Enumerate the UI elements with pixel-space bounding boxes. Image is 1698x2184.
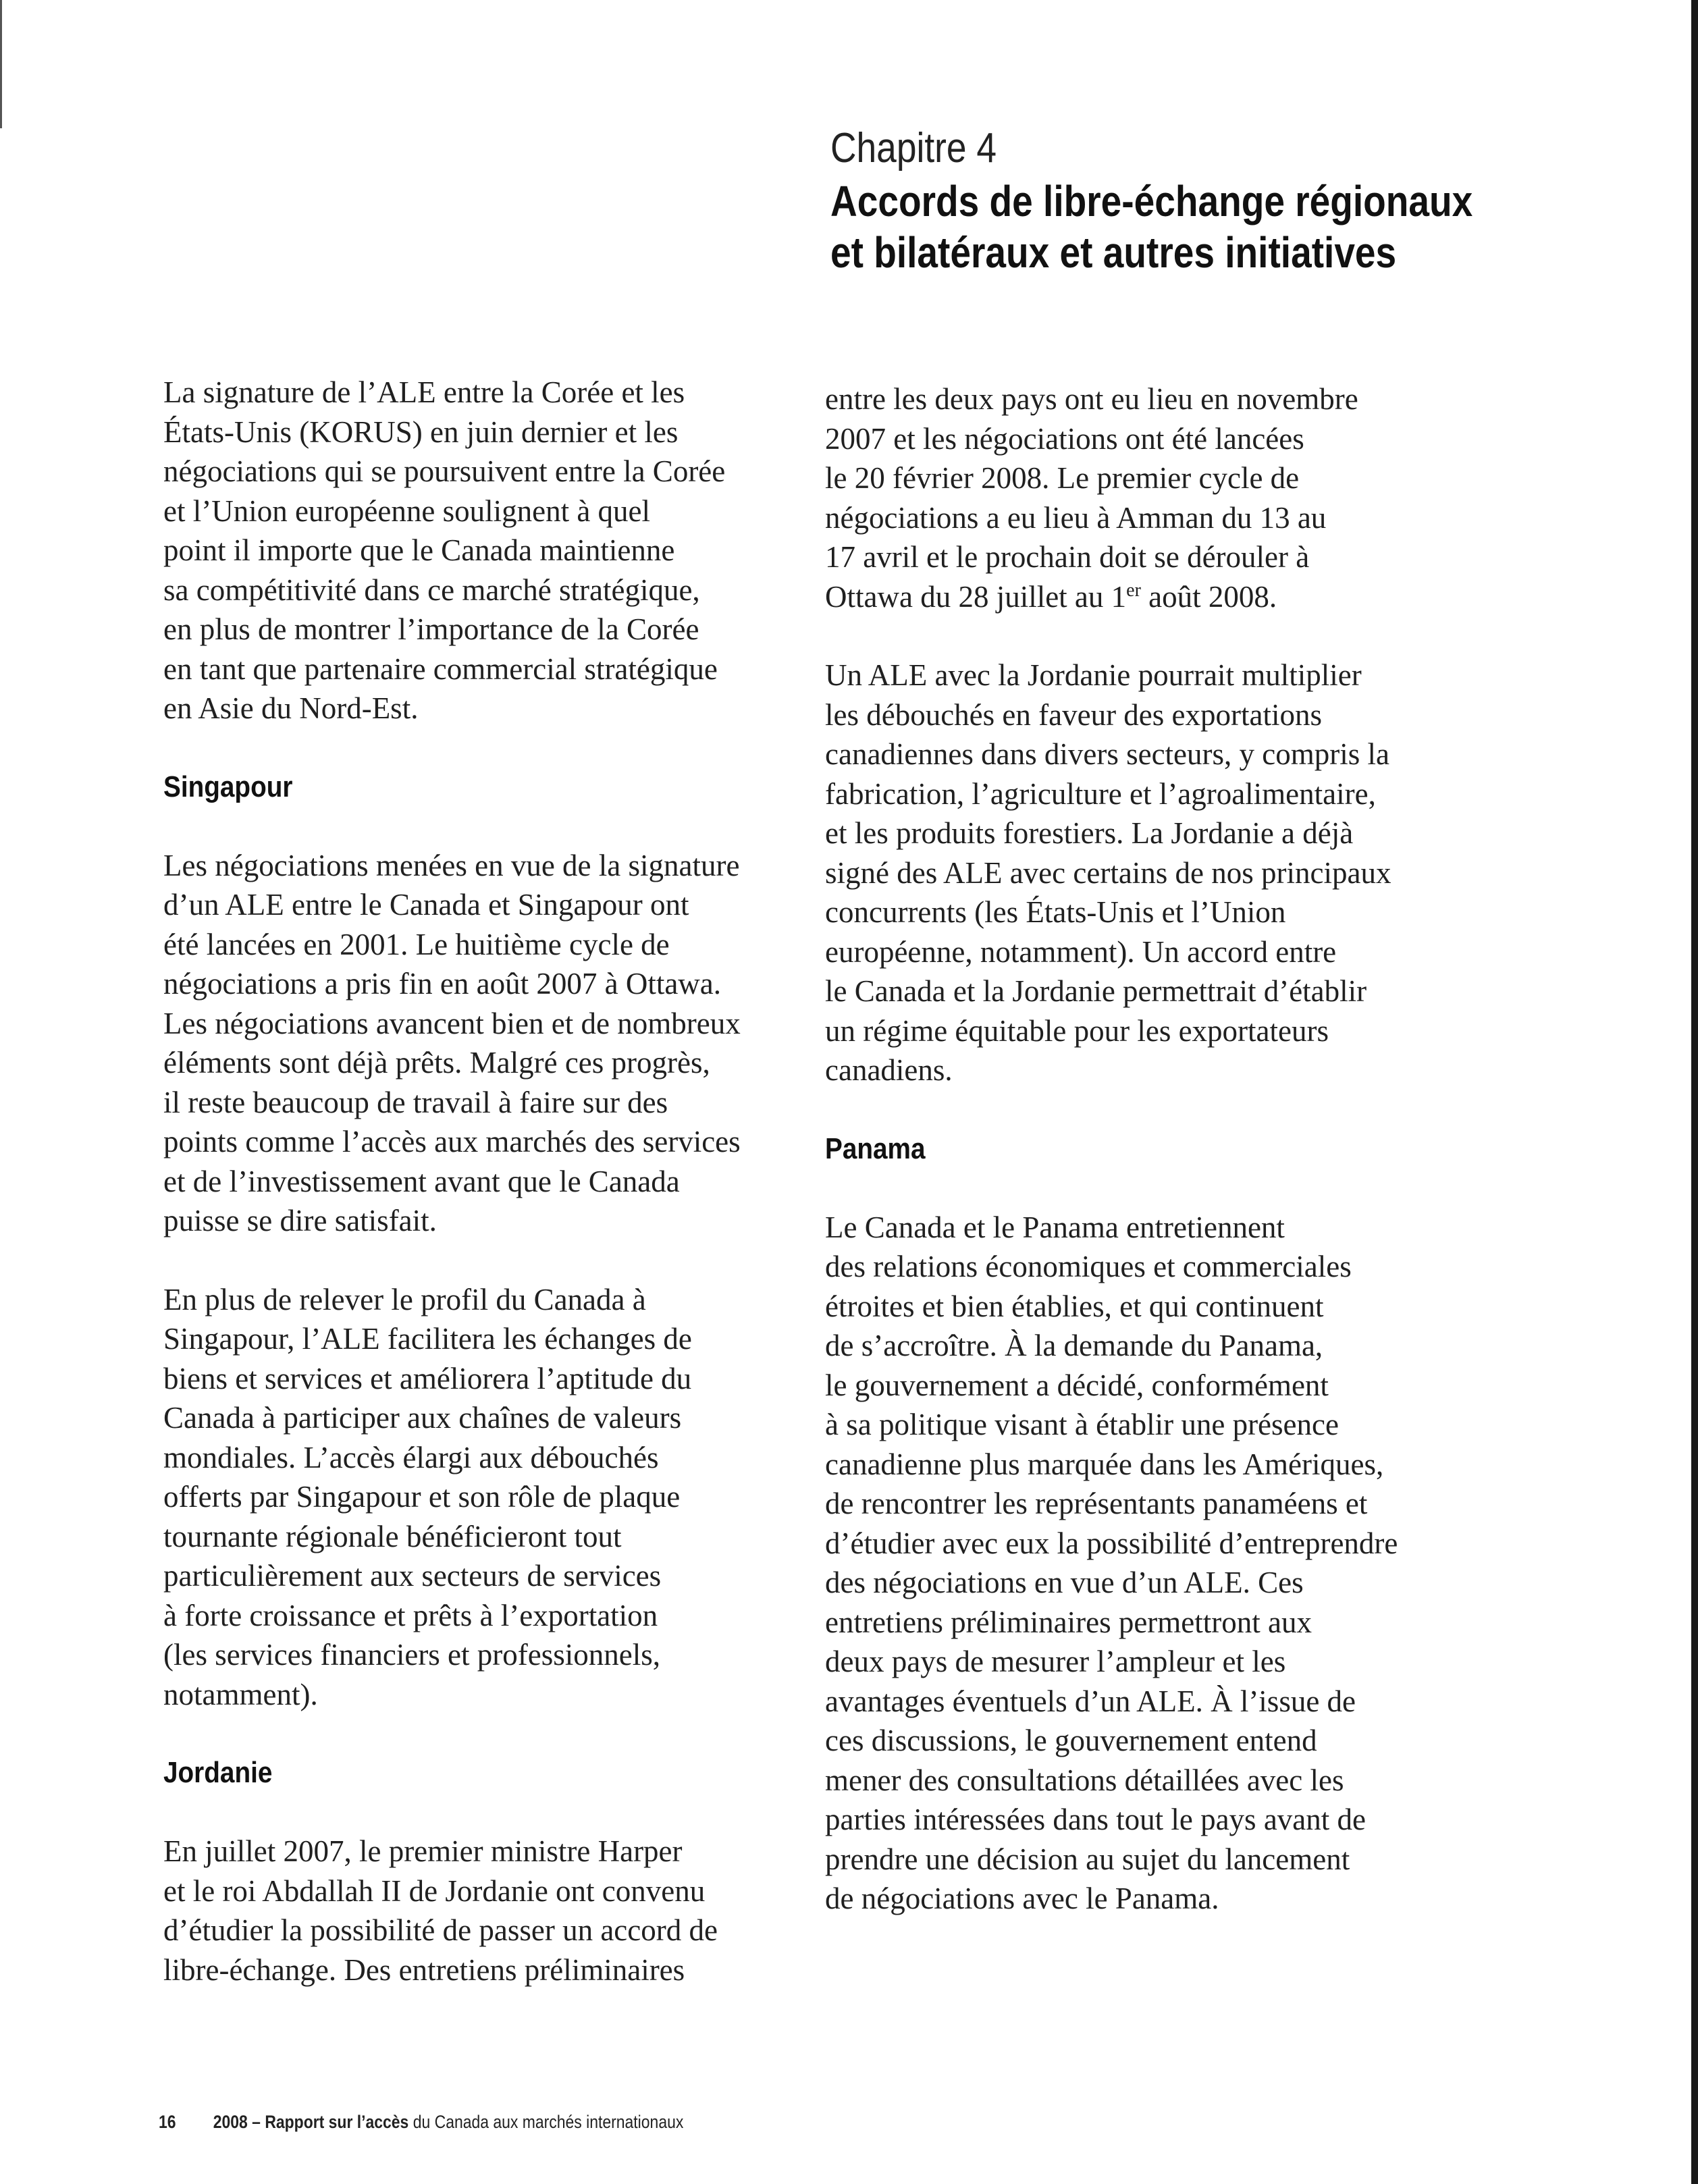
paragraph-line: notamment). xyxy=(163,1677,318,1711)
paragraph-line: le 20 février 2008. Le premier cycle de xyxy=(825,461,1300,495)
paragraph-line: de rencontrer les représentants panaméens et xyxy=(825,1487,1368,1520)
paragraph-line xyxy=(825,577,1480,617)
panama-paragraph-1 xyxy=(825,1208,1480,1919)
paragraph-line: libre-échange. Des entretiens préliminaires xyxy=(163,1952,685,1987)
jordanie-cont-lines xyxy=(825,379,1480,577)
paragraph-line: à forte croissance et prêts à l’exportation xyxy=(163,1598,658,1632)
paragraph-line: Canada à participer aux chaînes de valeurs xyxy=(163,1401,682,1435)
paragraph-line: avantages éventuels d’un ALE. À l’issue de xyxy=(825,1684,1356,1718)
chapter-title xyxy=(830,176,1585,278)
paragraph-line: d’un ALE entre le Canada et Singapour ont xyxy=(163,888,689,922)
paragraph-line: éléments sont déjà prêts. Malgré ces progrès, xyxy=(163,1046,710,1080)
paragraph-line: points comme l’accès aux marchés des services xyxy=(163,1125,741,1158)
paragraph-line: particulièrement aux secteurs de services xyxy=(163,1559,662,1593)
paragraph-line: sa compétitivité dans ce marché stratégique, xyxy=(163,572,700,607)
chapter-header xyxy=(830,122,1607,278)
paragraph-line: d’étudier avec eux la possibilité d’entreprendre xyxy=(825,1526,1398,1560)
footer-title-light: du Canada aux marchés internationaux xyxy=(408,2112,684,2132)
paragraph-line: canadiens. xyxy=(825,1053,953,1087)
footer-title-bold: 2008 – Rapport sur l’accès xyxy=(213,2112,409,2132)
jordanie-paragraph-2 xyxy=(825,656,1480,1090)
paragraph-line: offerts par Singapour et son rôle de plaque xyxy=(163,1480,681,1514)
paragraph-line: prendre une décision au sujet du lancement xyxy=(825,1842,1350,1876)
left-column xyxy=(163,373,818,2029)
paragraph-line: tournante régionale bénéficieront tout xyxy=(163,1519,622,1553)
paragraph-line: mener des consultations détaillées avec les xyxy=(825,1763,1344,1797)
paragraph-line: le Canada et la Jordanie permettrait d’établir xyxy=(825,974,1367,1008)
paragraph-line: ces discussions, le gouvernement entend xyxy=(825,1724,1317,1757)
paragraph-line: Un ALE avec la Jordanie pourrait multiplier xyxy=(825,658,1362,692)
paragraph-line: un régime équitable pour les exportateurs xyxy=(825,1013,1329,1048)
paragraph-line: négociations qui se poursuivent entre la Corée xyxy=(163,454,726,488)
superscript-er: er xyxy=(1126,579,1141,601)
paragraph-line: étroites et bien établies, et qui continuent xyxy=(825,1289,1324,1323)
paragraph-line: des relations économiques et commerciales xyxy=(825,1250,1352,1283)
paragraph-line: il reste beaucoup de travail à faire sur des xyxy=(163,1085,668,1119)
paragraph-line: de négociations avec le Panama. xyxy=(825,1882,1219,1915)
paragraph-line: biens et services et améliorera l’aptitude du xyxy=(163,1361,692,1395)
jordanie-paragraph-1 xyxy=(163,1832,818,1990)
paragraph-line: En juillet 2007, le premier ministre Harper xyxy=(163,1834,683,1868)
page-number: 16 xyxy=(159,2112,176,2132)
paragraph-line: entre les deux pays ont eu lieu en novembre xyxy=(825,382,1358,416)
page-footer xyxy=(159,2112,683,2133)
paragraph-line: le gouvernement a décidé, conformément xyxy=(825,1368,1329,1402)
paragraph-line: et l’Union européenne soulignent à quel xyxy=(163,494,651,528)
line-text: Ottawa du 28 juillet au 1 xyxy=(825,579,1127,614)
paragraph-line: Singapour, l’ALE facilitera les échanges de xyxy=(163,1322,692,1356)
paragraph-line: été lancées en 2001. Le huitième cycle de xyxy=(163,927,670,961)
intro-paragraph xyxy=(163,373,818,728)
paragraph-line: de s’accroître. À la demande du Panama, xyxy=(825,1329,1323,1362)
paragraph-line: et de l’investissement avant que le Canada xyxy=(163,1164,680,1198)
paragraph-line: canadienne plus marquée dans les Amériques, xyxy=(825,1447,1384,1481)
right-column xyxy=(825,373,1480,1958)
paragraph-line: négociations a pris fin en août 2007 à Ottawa. xyxy=(163,967,722,1001)
paragraph-line: d’étudier la possibilité de passer un accord de xyxy=(163,1913,718,1947)
paragraph-line: fabrication, l’agriculture et l’agroalimentaire, xyxy=(825,776,1376,811)
paragraph-line: et le roi Abdallah II de Jordanie ont convenu xyxy=(163,1873,706,1908)
paragraph-line: concurrents (les États-Unis et l’Union xyxy=(825,895,1286,929)
paragraph-line: en plus de montrer l’importance de la Corée xyxy=(163,612,699,646)
paragraph-line: et les produits forestiers. La Jordanie a déjà xyxy=(825,816,1354,850)
paragraph-line: 17 avril et le prochain doit se dérouler à xyxy=(825,540,1310,574)
paragraph-line: les débouchés en faveur des exportations xyxy=(825,697,1322,732)
paragraph-line: La signature de l’ALE entre la Corée et les xyxy=(163,375,685,409)
section-heading-jordanie: Jordanie xyxy=(163,1756,273,1789)
paragraph-line: négociations a eu lieu à Amman du 13 au xyxy=(825,500,1327,535)
paragraph-line: en Asie du Nord-Est. xyxy=(163,691,419,725)
paragraph-line: (les services financiers et professionnels, xyxy=(163,1638,660,1672)
paragraph-line: Le Canada et le Panama entretiennent xyxy=(825,1210,1285,1244)
jordanie-paragraph-1-continued xyxy=(825,379,1480,616)
paragraph-line: 2007 et les négociations ont été lancées xyxy=(825,421,1304,456)
line-text: août 2008. xyxy=(1140,579,1277,614)
paragraph-line: mondiales. L’accès élargi aux débouchés xyxy=(163,1440,659,1474)
paragraph-line: européenne, notamment). Un accord entre xyxy=(825,934,1337,969)
singapour-paragraph-1 xyxy=(163,846,818,1241)
section-heading-panama: Panama xyxy=(825,1131,926,1165)
chapter-number: Chapitre 4 xyxy=(830,125,997,171)
paragraph-line: Les négociations menées en vue de la signature xyxy=(163,848,740,882)
paragraph-line: parties intéressées dans tout le pays avant de xyxy=(825,1803,1366,1836)
page-edge-right xyxy=(1691,0,1698,2184)
paragraph-line: canadiennes dans divers secteurs, y compris la xyxy=(825,737,1389,771)
chapter-title-line: et bilatéraux et autres initiatives xyxy=(830,228,1397,277)
paragraph-line: En plus de relever le profil du Canada à xyxy=(163,1282,646,1316)
paragraph-line: en tant que partenaire commercial stratégique xyxy=(163,651,718,686)
paragraph-line: puisse se dire satisfait. xyxy=(163,1204,437,1237)
section-heading-singapour: Singapour xyxy=(163,770,293,803)
paragraph-line: point il importe que le Canada maintienne xyxy=(163,533,675,567)
singapour-paragraph-2 xyxy=(163,1280,818,1715)
paragraph-line: États-Unis (KORUS) en juin dernier et les xyxy=(163,415,679,449)
paragraph-line: des négociations en vue d’un ALE. Ces xyxy=(825,1566,1304,1599)
paragraph-line: Les négociations avancent bien et de nombreux xyxy=(163,1006,741,1040)
paragraph-line: à sa politique visant à établir une présence xyxy=(825,1408,1339,1441)
page-edge-left xyxy=(0,0,2,128)
paragraph-line: entretiens préliminaires permettront aux xyxy=(825,1605,1312,1639)
chapter-title-line: Accords de libre-échange régionaux xyxy=(830,177,1473,225)
paragraph-line: signé des ALE avec certains de nos principaux xyxy=(825,855,1391,890)
paragraph-line: deux pays de mesurer l’ampleur et les xyxy=(825,1645,1286,1678)
